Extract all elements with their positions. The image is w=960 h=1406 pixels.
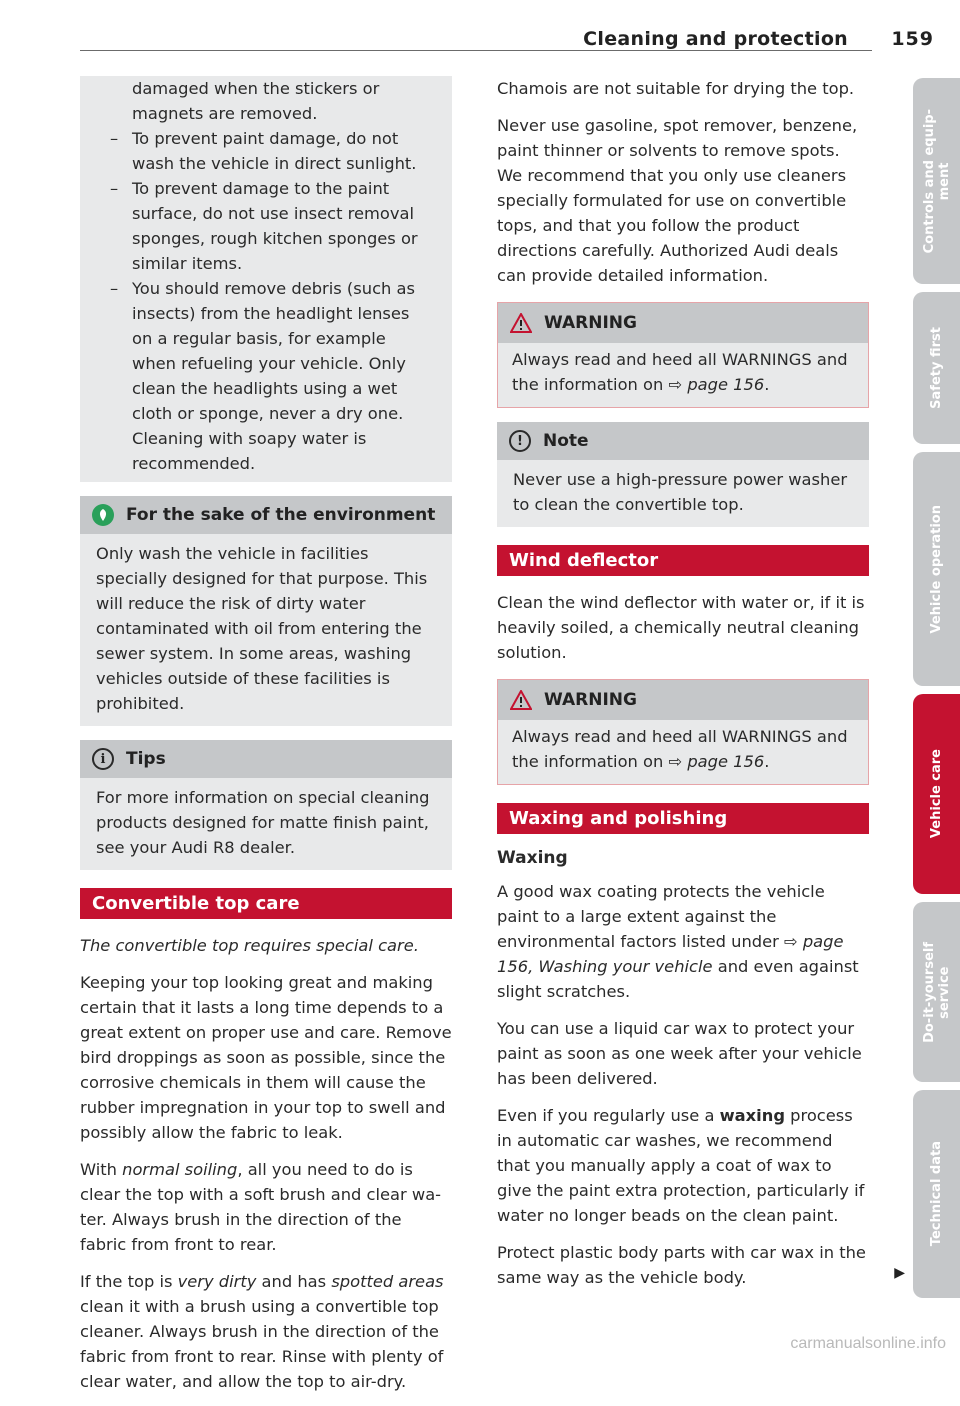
tab-vehicle-operation[interactable]: Vehicle operation [913, 452, 960, 686]
tips-title: Tips [126, 748, 166, 769]
tab-safety-first[interactable]: Safety first [913, 292, 960, 444]
note-box [497, 422, 869, 527]
watermark: carmanualsonline.info [790, 1335, 946, 1352]
subheading-waxing: Waxing [497, 848, 568, 868]
note-title: Note [543, 430, 589, 451]
paragraph: You can use a liquid car wax to protect your paint as soon as one week after your vehicle has been delivered. [497, 1019, 862, 1088]
warning-box [497, 302, 869, 408]
section-intro: The convertible top requires special care. [80, 936, 419, 955]
warning-box [497, 679, 869, 785]
warning-body: Always read and heed all WARNINGS and the information on ⇨ page 156. [498, 343, 868, 407]
tab-controls-and-equipment[interactable]: Controls and equip- ment [913, 78, 960, 284]
warning-title: WARNING [544, 312, 637, 333]
tips-body: For more information on special cleaning products designed for matte finish paint, see your Audi R8 dealer. [80, 778, 452, 870]
warning-triangle-icon [510, 313, 532, 333]
caution-list [106, 76, 434, 476]
header-title: Cleaning and protection [583, 28, 848, 50]
caution-continued-box [80, 76, 452, 482]
environment-box [80, 496, 452, 726]
list-item: – To prevent damage to the paint surface, do not use insect removal sponges, rough kitchen sponges or similar items. [106, 176, 434, 276]
page-reference-link[interactable]: ⇨ page 156, Washing your vehicle [497, 932, 844, 976]
note-header [497, 422, 869, 460]
list-item: – You should remove debris (such as insects) from the headlight lenses on a regular basis, for example when refueling your vehicle. Only clean the headlights using a wet cloth or sponge, never a dry one. Cleaning with soapy water is recommended. [106, 276, 434, 476]
paragraph: Chamois are not suitable for drying the top. [497, 79, 855, 98]
tips-header [80, 740, 452, 778]
paragraph: Keeping your top looking great and making certain that it lasts a long time depends to a great extent on proper use and care. Remove bird droppings as soon as possible, since the corrosive chemicals in them will cause the rubber impregnation in your top to swell and possibly allow the fabric to leak. [80, 973, 452, 1142]
paragraph: Never use gasoline, spot remover, benzene, paint thinner or solvents to remove spots. We recommend that you only use cleaners specially formulated for use on convertible tops, and that you follow the product directions carefully. Authorized Audi deals can provide detailed information. [497, 116, 858, 285]
page-reference-link[interactable]: ⇨ page 156 [668, 375, 765, 394]
environment-header [80, 496, 452, 534]
header-rule [80, 50, 872, 51]
tab-vehicle-care[interactable]: Vehicle care [913, 694, 960, 894]
info-icon: i [92, 748, 114, 770]
note-exclamation-icon: ! [509, 430, 531, 452]
environment-title: For the sake of the environment [126, 504, 436, 525]
warning-header [498, 303, 868, 343]
section-heading-wind-deflector: Wind deflector [497, 545, 869, 576]
warning-title: WARNING [544, 689, 637, 710]
paragraph: Clean the wind deflector with water or, if it is heavily soiled, a chemically neutral cleaning solution. [497, 593, 865, 662]
paragraph: Even if you regularly use a waxing process in automatic car washes, we recommend that you manually apply a coat of wax to give the paint extra protection, particularly if water no longer beads on the clean paint. [497, 1106, 865, 1225]
paragraph: A good wax coating protects the vehicle paint to a large extent against the environmental factors listed under ⇨ page 156, Washing your vehicle and even against slight scratches. [497, 882, 859, 1001]
paragraph: If the top is very dirty and has spotted areas clean it with a brush using a convertible top cleaner. Always brush in the direction of the fabric from front to rear. Rinse with plenty of clear water, and allow the top to air-dry. [80, 1272, 444, 1391]
tips-box [80, 740, 452, 870]
continue-arrow-icon: ▶ [894, 1265, 905, 1281]
warning-header [498, 680, 868, 720]
warning-triangle-icon [510, 690, 532, 710]
tab-technical-data[interactable]: Technical data [913, 1090, 960, 1298]
note-body: Never use a high-pressure power washer to clean the convertible top. [497, 460, 869, 527]
list-item: – To prevent paint damage, do not wash the vehicle in direct sunlight. [106, 126, 434, 176]
left-column [80, 76, 452, 1406]
warning-body: Always read and heed all WARNINGS and the information on ⇨ page 156. [498, 720, 868, 784]
page-number: 159 [891, 28, 934, 50]
leaf-icon [92, 504, 114, 526]
tab-do-it-yourself-service[interactable]: Do-it-yourself service [913, 902, 960, 1082]
section-heading-waxing-polishing: Waxing and polishing [497, 803, 869, 834]
list-continuation: damaged when the stickers or magnets are removed. [132, 79, 380, 123]
page-reference-link[interactable]: ⇨ page 156 [668, 752, 765, 771]
section-heading-convertible-top: Convertible top care [80, 888, 452, 919]
environment-body: Only wash the vehicle in facilities specially designed for that purpose. This will reduce the risk of dirty water contaminated with oil from entering the sewer system. In some areas, washing vehicles outside of these facilities is prohibited. [80, 534, 452, 726]
paragraph: With normal soiling, all you need to do is clear the top with a soft brush and clear water. Always brush in the direction of the fabric from front to rear. [80, 1160, 442, 1254]
right-column [497, 76, 905, 1302]
paragraph: Protect plastic body parts with car wax in the same way as the vehicle body. ▶ [497, 1243, 905, 1287]
